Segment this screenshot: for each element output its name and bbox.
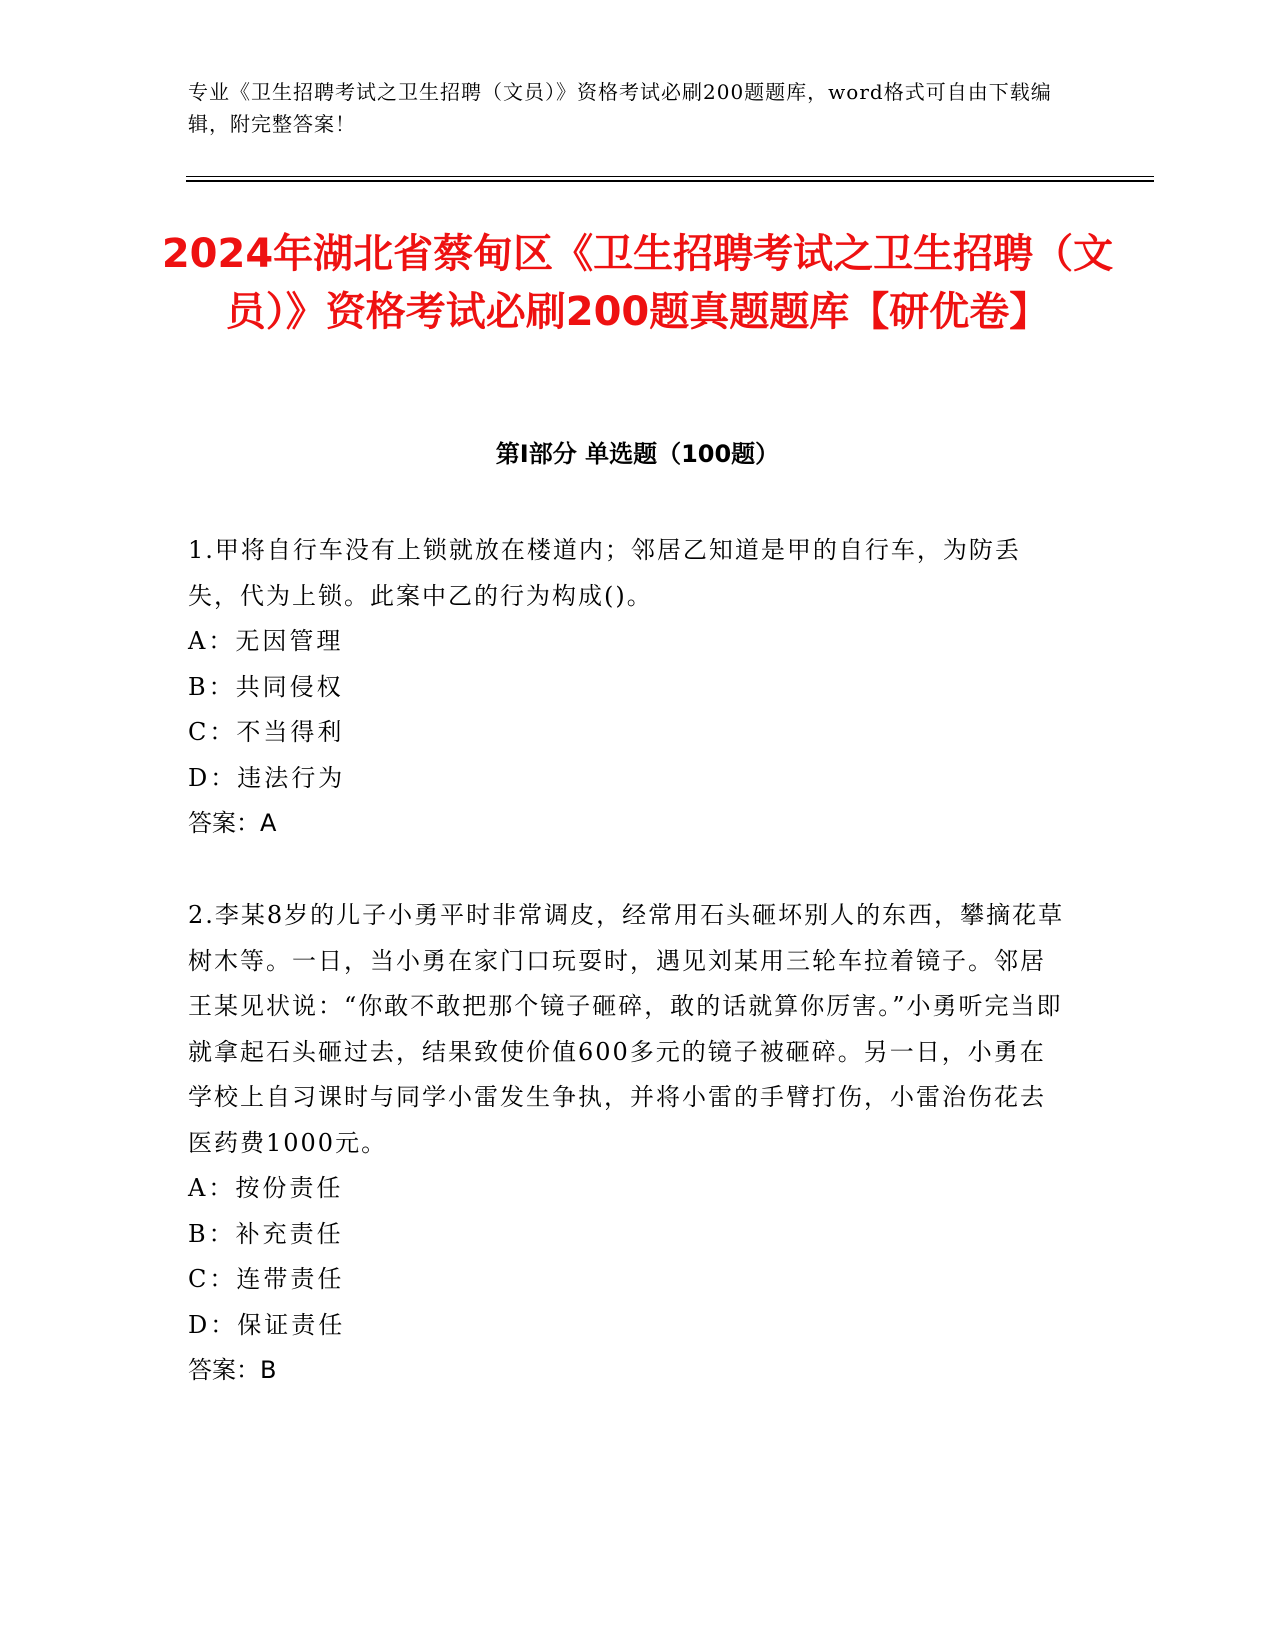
question-stem: 1.甲将自行车没有上锁就放在楼道内；邻居乙知道是甲的自行车，为防丢失，代为上锁。此案中乙的行为构成()。 [188, 536, 1021, 610]
option-b: B：补充责任 [188, 1219, 344, 1248]
answer: 答案：B [188, 1356, 277, 1384]
option-a: A：无因管理 [188, 627, 344, 655]
document-title: 2024年湖北省蔡甸区《卫生招聘考试之卫生招聘（文员）》资格考试必刷200题真题题库【研优卷】 [161, 231, 1114, 335]
option-c: C：不当得利 [188, 718, 345, 746]
question-stem: 2.李某8岁的儿子小勇平时非常调皮，经常用石头砸坏别人的东西，攀摘花草树木等。一日，当小勇在家门口玩耍时，遇见刘某用三轮车拉着镜子。邻居王某见状说：“你敢不敢把那个镜子砸碎，敢的话就算你厉害。”小勇听完当即就拿起石头砸过去，结果致使价值600多元的镜子被砸碎。另一日，小勇在学校上自习课时与同学小雷发生争执，并将小雷的手臂打伤，小雷治伤花去医药费1000元。 [188, 901, 1065, 1157]
question-2 [188, 893, 1068, 1394]
section-title: 第I部分 单选题（100题） [495, 440, 780, 468]
answer: 答案：A [188, 809, 277, 837]
option-a: A：按份责任 [188, 1174, 344, 1202]
option-c: C：连带责任 [188, 1265, 345, 1293]
option-d: D：保证责任 [188, 1310, 346, 1339]
option-b: B：共同侵权 [188, 672, 344, 701]
option-d: D：违法行为 [188, 763, 346, 792]
header-rule [186, 176, 1154, 182]
question-1 [188, 528, 1068, 847]
header-note: 专业《卫生招聘考试之卫生招聘（文员）》资格考试必刷200题题库，word格式可自由下载编辑，附完整答案！ [188, 80, 1052, 136]
